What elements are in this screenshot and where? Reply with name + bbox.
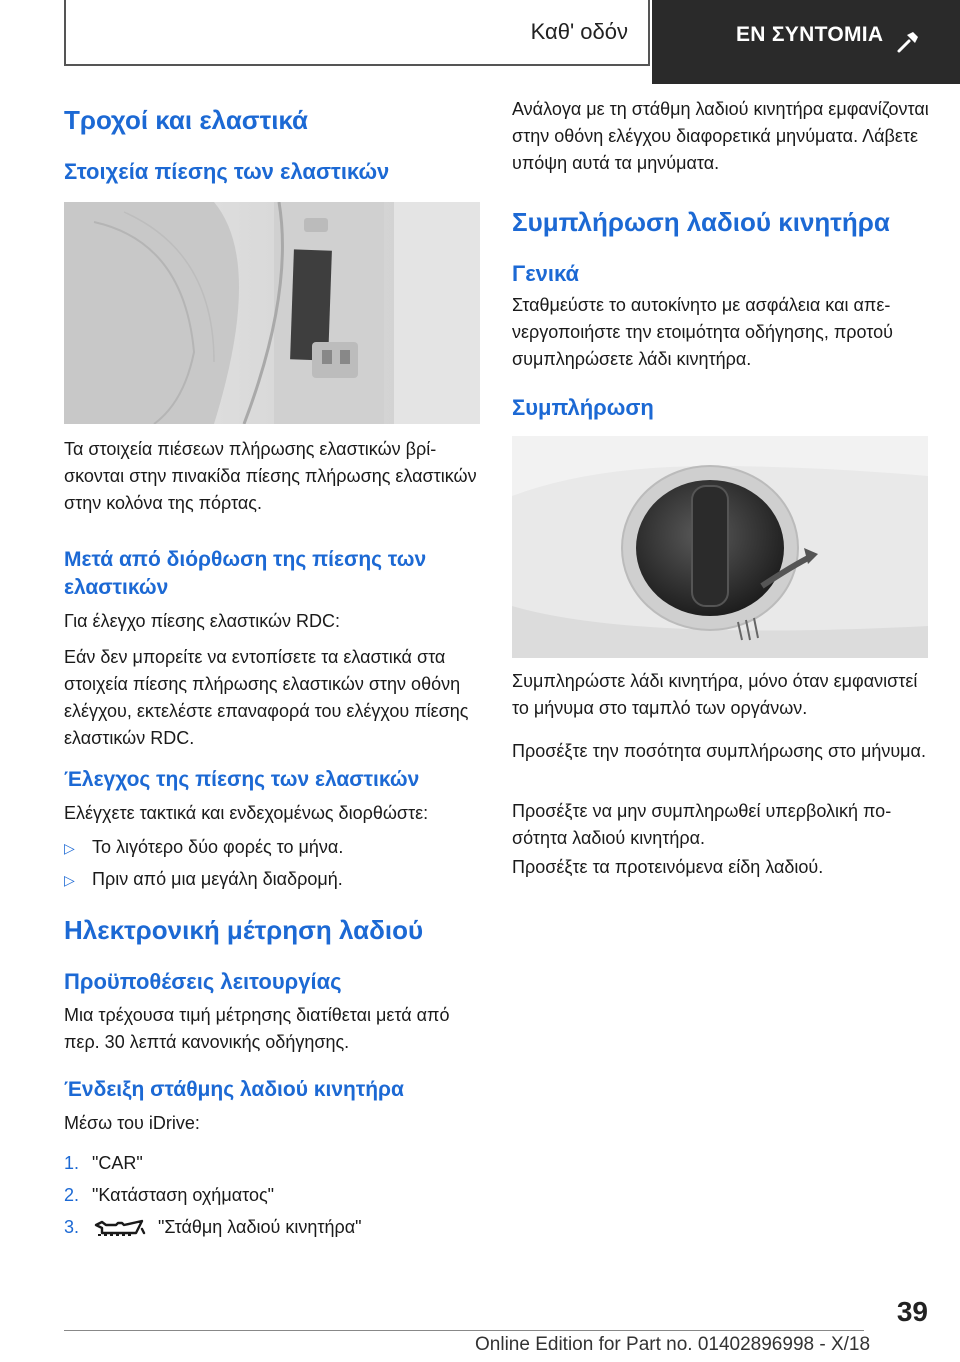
text-overfill: Προσέξτε να μην συμπληρωθεί υπερβολική ποσότητα λαδιού κινητήρα. (512, 801, 892, 848)
text-pressure-data: Τα στοιχεία πιέσεων πλήρωσης ελαστικών βρίσκονται στην πινακίδα πίεσης πλήρωσης ελαστικών στην κολόνα της πόρτας. (64, 439, 477, 513)
text-rdc: Για έλεγχο πίεσης ελαστικών RDC: (64, 611, 341, 631)
heading-oil-measurement: Ηλεκτρονική μέτρηση λαδιού (64, 915, 424, 945)
tab-quick-reference[interactable]: ΕΝ ΣΥΝΤΟΜΙΑ (652, 0, 960, 84)
heading-prerequisites: Προϋποθέσεις λειτουργίας (64, 969, 342, 994)
heading-wheels: Τροχοί και ελαστικά (64, 105, 309, 135)
text-general: Σταθμεύστε το αυτοκίνητο με ασφάλεια και απενεργοποιήστε την ετοιμότητα οδήγησης, προτού συμπληρώσετε λάδι κινητήρα. (512, 295, 893, 369)
list-item: 2. "Κατάσταση οχήματος" (64, 1185, 275, 1205)
text-oil-types: Προσέξτε τα προτεινόμενα είδη λαδιού. (512, 857, 824, 877)
heading-topup-oil: Συμπλήρωση λαδιού κινητήρα (512, 207, 890, 237)
text-only-when: Συμπληρώστε λάδι κινητήρα, μόνο όταν εμφανιστεί το μήνυμα στο ταμπλό των οργάνων. (512, 671, 918, 718)
triangle-bullet-icon: ▷ (64, 840, 75, 856)
list-item: ▷ Πριν από μια μεγάλη διαδρομή. (64, 866, 484, 894)
heading-oil-level: Ένδειξη στάθμης λαδιού κινητήρα (64, 1078, 404, 1101)
hammer-icon (896, 30, 920, 54)
list-item: 1. "CAR" (64, 1153, 143, 1173)
triangle-bullet-icon: ▷ (64, 872, 75, 888)
page-number: 39 (896, 1296, 928, 1327)
tab-section[interactable]: Καθ' οδόν (64, 0, 650, 66)
oil-cap-photo (512, 436, 928, 658)
list-item: 3. "Στάθμη λαδιού κινητήρα" (64, 1217, 362, 1237)
heading-pressure-data: Στοιχεία πίεσης των ελαστικών (64, 159, 390, 184)
text-messages: Ανάλογα με τη στάθμη λαδιού κινητήρα εμφανίζονται στην οθόνη ελέγχου διαφορετικά μηνύματα. Λάβετε υπόψη αυτά τα μηνύματα. (512, 99, 929, 173)
text-check: Ελέγχετε τακτικά και ενδεχομένως διορθώστε: (64, 803, 429, 823)
text-rdc-reset: Εάν δεν μπορείτε να εντοπίσετε τα ελαστικά στα στοιχεία πίεσης πλήρωσης ελαστικών στην οθόνη ελέγχου, εκτελέστε επαναφορά του ελέγχου πίεσης ελαστικών RDC. (64, 647, 469, 748)
heading-check-pressure: Έλεγχος της πίεσης των ελαστικών (64, 768, 420, 791)
heading-general: Γενικά (512, 261, 580, 286)
list-item: ▷ Το λιγότερο δύο φορές το μήνα. (64, 834, 484, 862)
heading-after-correction: Μετά από διόρθωση της πίεσης των ελαστικών (64, 548, 427, 599)
oil-can-icon (92, 1217, 148, 1239)
text-quantity: Προσέξτε την ποσότητα συμπλήρωσης στο μήνυμα. (512, 741, 926, 761)
text-prerequisites: Μια τρέχουσα τιμή μέτρησης διατίθεται μετά από περ. 30 λεπτά κανονικής οδήγησης. (64, 1005, 450, 1052)
footer-edition: Online Edition for Part no. 01402896998 - X/18 (475, 1334, 871, 1355)
door-pillar-photo (64, 202, 480, 424)
text-idrive: Μέσω του iDrive: (64, 1113, 200, 1133)
heading-topup: Συμπλήρωση (512, 395, 654, 420)
footer-divider (64, 1330, 864, 1331)
